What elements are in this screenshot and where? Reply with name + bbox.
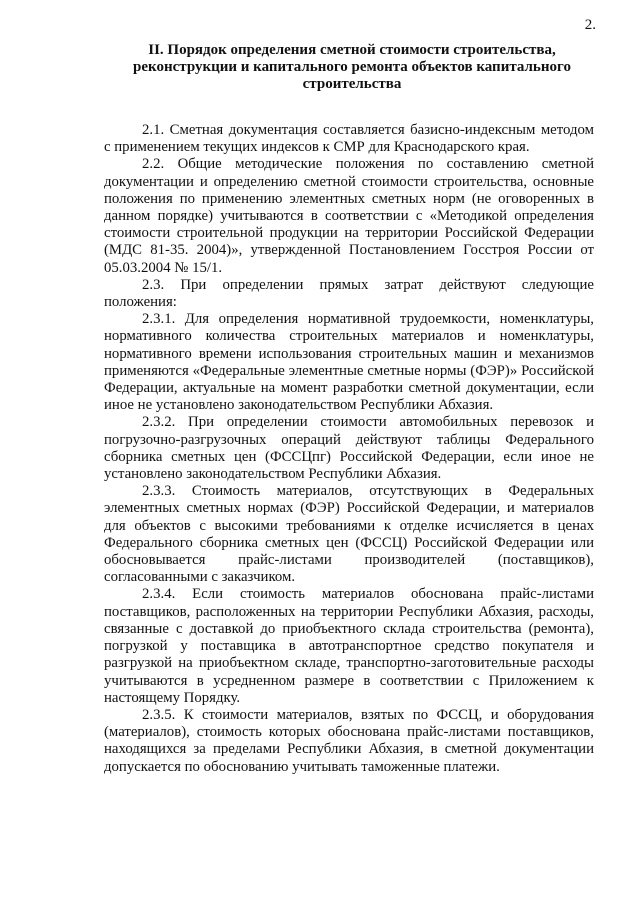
paragraph-2-3: 2.3. При определении прямых затрат действуют следующие положения: [104,276,594,311]
paragraph-2-3-5: 2.3.5. К стоимости материалов, взятых по ФССЦ, и оборудования (материалов), стоимость которых обоснована прайс-листами поставщиков, находящихся за пределами Республики Абхазия, в сметной документации допускается по обоснованию учитывать таможенные платежи. [104,706,594,775]
page-number: 2. [584,17,596,33]
paragraph-2-3-2: 2.3.2. При определении стоимости автомобильных перевозок и погрузочно-разгрузочных операций действуют таблицы Федерального сборника сметных цен (ФССЦпг) Российской Федерации, если иное не установлено законодательством Республики Абхазия. [104,414,594,483]
paragraph-2-3-3: 2.3.3. Стоимость материалов, отсутствующих в Федеральных элементных сметных нормах (ФЭР) Российской Федерации, и материалов для объектов с высокими требованиями к отделке исчисляется в ценах Федерального сборника сметных цен (ФССЦ) Российской Федерации или обосновывается прайс-листами производителей (поставщиков), согласованными с заказчиком. [104,483,594,586]
paragraph-2-2: 2.2. Общие методические положения по составлению сметной документации и определению сметной стоимости строительства, основные положения по применению элементных сметных норм (не оговоренных в данном порядке) учитываются в соответствии с «Методикой определения стоимости строительной продукции на территории Российской Федерации (МДС 81-35. 2004)», утвержденной Постановлением Госстроя России от 05.03.2004 № 15/1. [104,156,594,276]
paragraph-2-1: 2.1. Сметная документация составляется базисно-индексным методом с применением текущих индексов к СМР для Краснодарского края. [104,122,594,156]
paragraph-2-3-1: 2.3.1. Для определения нормативной трудоемкости, номенклатуры, нормативного количества строительных материалов и номенклатуры, нормативного времени использования строительных машин и механизмов применяются «Федеральные элементные сметные нормы (ФЭР)» Российской Федерации, актуальные на момент разработки сметной документации, если иное не установлено законодательством Республики Абхазия. [104,311,594,414]
section-title: II. Порядок определения сметной стоимости строительства, реконструкции и капитального ремонта объектов капитального строительства [133,42,571,92]
paragraph-2-3-4: 2.3.4. Если стоимость материалов обоснована прайс-листами поставщиков, расположенных на территории Республики Абхазия, расходы, связанные с доставкой до приобъектного склада строительства (ремонта), погрузкой у поставщика в автотранспортное средство покупателя и разгрузкой на приобъектном складе, транспортно-заготовительные расходы учитываются в усредненном размере в соответствии с Приложением к настоящему Порядку. [104,586,594,706]
document-body [104,122,594,776]
